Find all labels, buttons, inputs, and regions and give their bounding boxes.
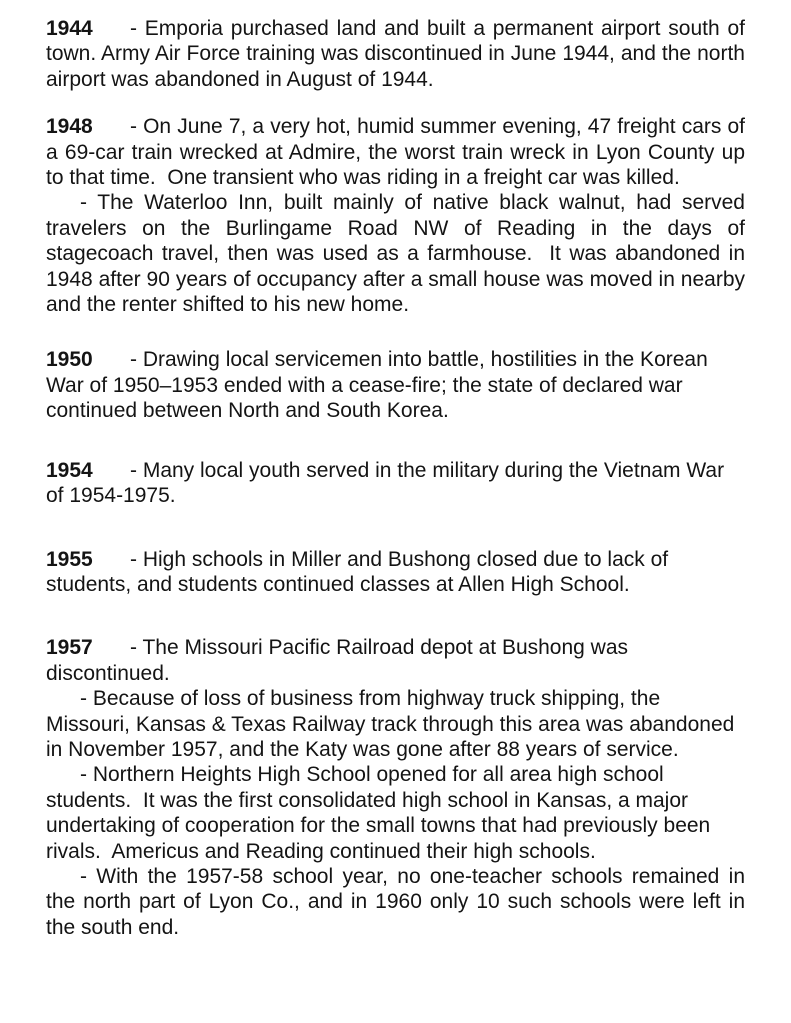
year-label: 1944	[46, 17, 93, 40]
year-label: 1957	[46, 636, 93, 660]
year-label: 1955	[46, 547, 93, 571]
entry-text: - Many local youth served in the military during the Vietnam War of 1954-1975.	[46, 458, 730, 508]
timeline-entry-1944	[46, 16, 751, 92]
entry-paragraph	[46, 458, 745, 509]
entry-subparagraph: - With the 1957-58 school year, no one-teacher schools remained in the north part of Lyon Co., and in 1960 only 10 such schools were left in the south end.	[46, 864, 751, 939]
entry-paragraph	[46, 347, 745, 423]
entry-subparagraph: - Northern Heights High School opened for all area high school students. It was the first consolidated high school in Kansas, a major undertaking of cooperation for the small towns that had previously been rivals. Americus and Reading continued their high schools.	[46, 763, 717, 863]
year-label: 1954	[46, 458, 93, 482]
year-label: 1948	[46, 115, 93, 139]
timeline-entry-1955	[46, 547, 745, 598]
entry-paragraph	[46, 114, 751, 190]
entry-text: - On June 7, a very hot, humid summer evening, 47 freight cars of a 69-car train wrecked at Admire, the worst train wreck in Lyon County up to that time. One transient who was riding in a freight car was killed.	[46, 115, 751, 190]
entry-text: - The Missouri Pacific Railroad depot at Bushong was discontinued.	[46, 636, 634, 685]
entry-text: - Drawing local servicemen into battle, hostilities in the Korean War of 1950–1953 ended with a cease-fire; the state of declared war continued between North and South Korea.	[46, 348, 714, 423]
entry-paragraph	[46, 16, 751, 92]
timeline-entry-1954	[46, 458, 745, 509]
entry-paragraph	[46, 547, 745, 598]
entry-subparagraph: - Because of loss of business from highway truck shipping, the Missouri, Kansas & Texas Railway track through this area was abandoned in November 1957, and the Katy was gone after 88 years of service.	[46, 687, 741, 761]
year-label: 1950	[46, 348, 93, 372]
timeline-entry-1948	[46, 114, 751, 317]
timeline-entry-1950	[46, 347, 745, 423]
entry-text: - Emporia purchased land and built a permanent airport south of town. Army Air Force training was discontinued in June 1944, and the north airport was abandoned in August of 1944.	[46, 17, 751, 91]
entry-subparagraph: - The Waterloo Inn, built mainly of native black walnut, had served travelers on the Burlingame Road NW of Reading in the days of stagecoach travel, then was used as a farmhouse. It was abandoned in 1948 after 90 years of occupancy after a small house was moved in nearby and the renter shifted to his new home.	[46, 191, 751, 317]
timeline-entry-1957	[46, 635, 751, 940]
entry-text: - High schools in Miller and Bushong closed due to lack of students, and students continued classes at Allen High School.	[46, 547, 674, 596]
entry-paragraph	[46, 635, 745, 686]
